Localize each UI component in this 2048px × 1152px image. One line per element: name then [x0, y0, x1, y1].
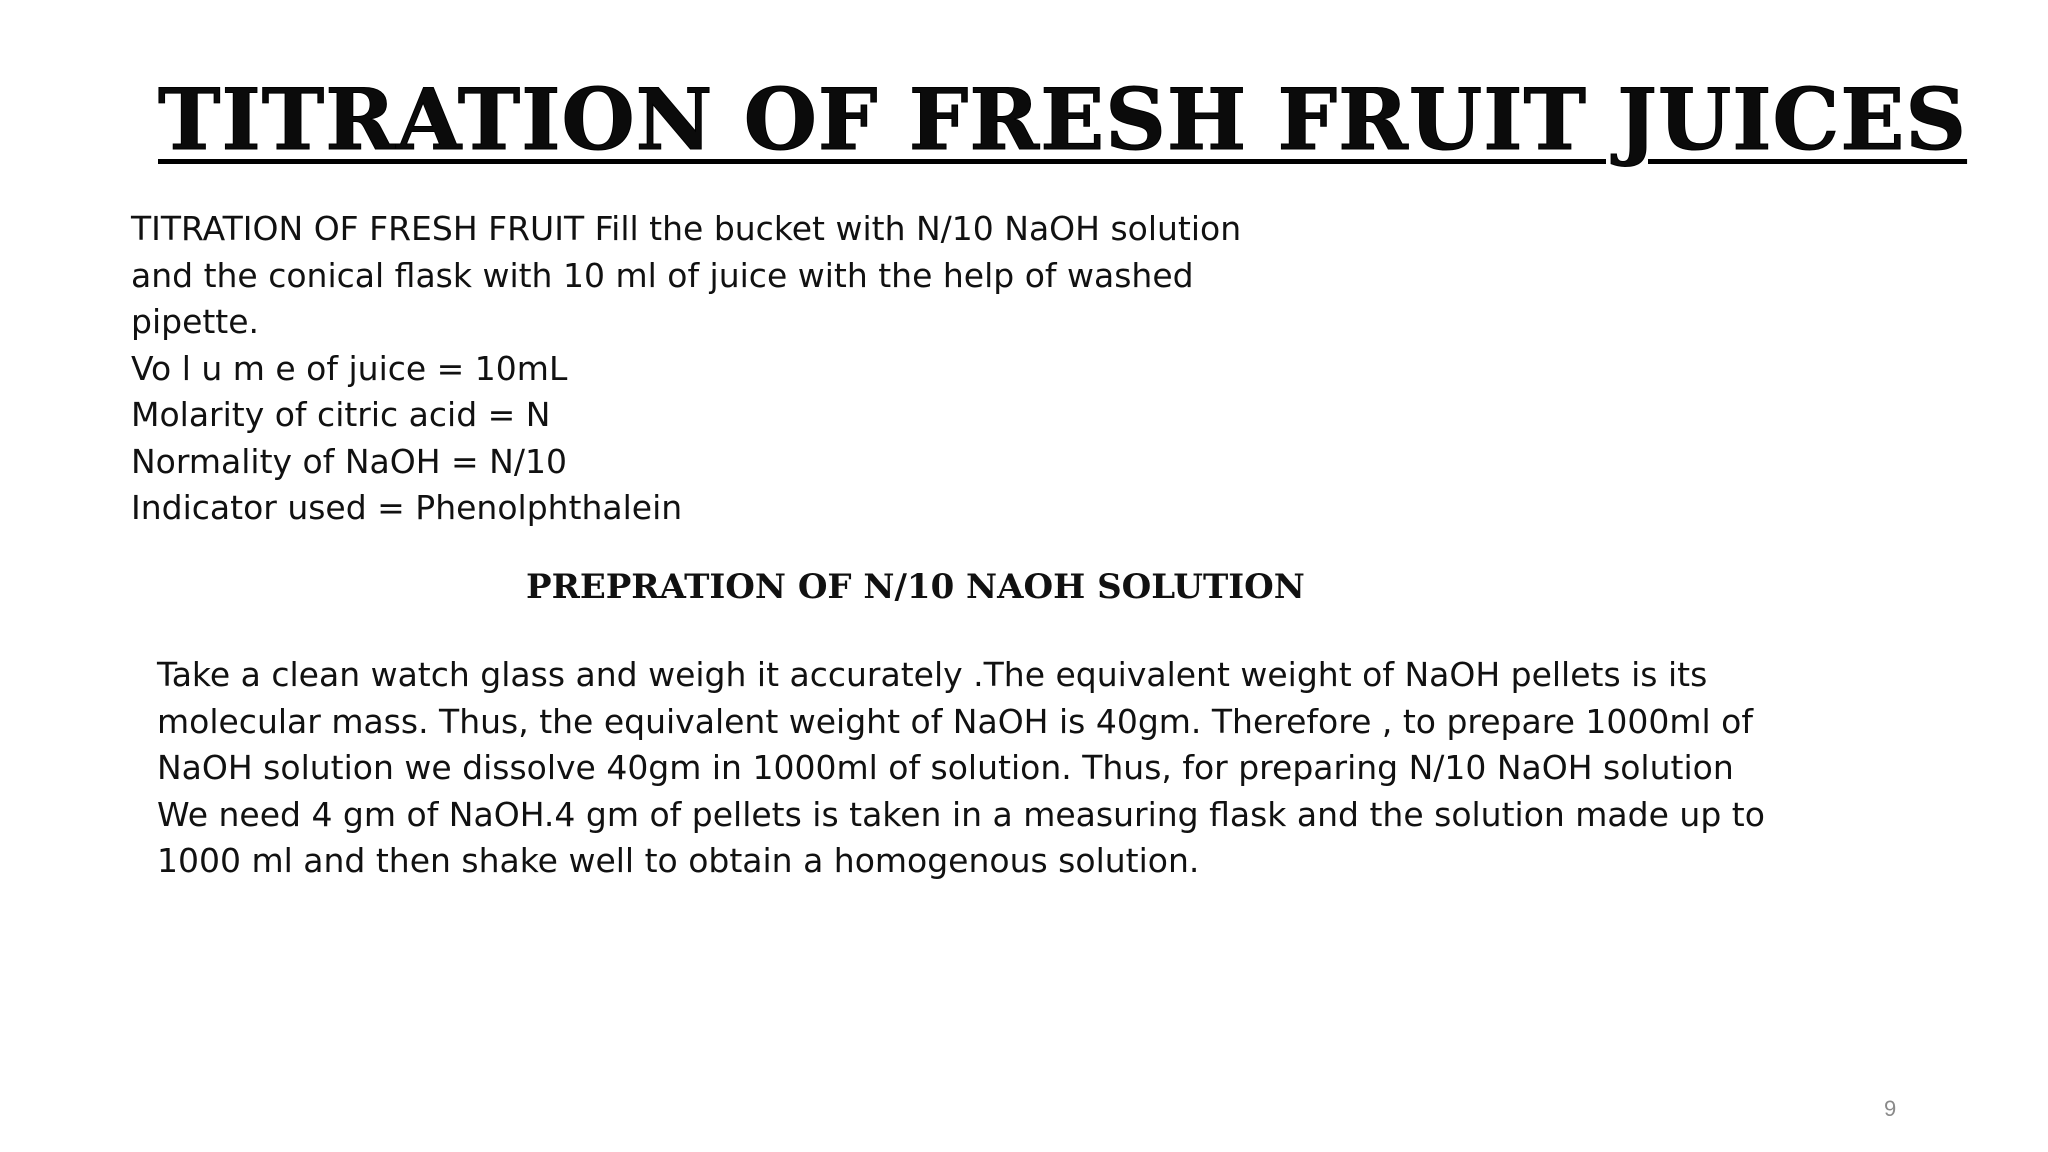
intro-text [131, 206, 1242, 532]
paragraph-line: Take a clean watch glass and weigh it accurately .The equivalent weight of NaOH pellets is its [157, 655, 1708, 694]
preparation-paragraph [157, 652, 1765, 885]
paragraph-line: molecular mass. Thus, the equivalent weight of NaOH is 40gm. Therefore , to prepare 1000ml of [157, 701, 1753, 741]
paragraph-line: NaOH solution we dissolve 40gm in 1000ml of solution. Thus, for preparing N/10 NaOH solution [157, 748, 1734, 787]
section-heading: PREPRATION OF N/10 NAOH SOLUTION [526, 567, 1305, 607]
intro-line: TITRATION OF FRESH FRUIT Fill the bucket with N/10 NaOH solution [131, 209, 1242, 248]
page-number: 9 [1884, 1096, 1897, 1121]
volume-of-juice: Vo l u m e of juice = 10mL [131, 348, 568, 388]
normality-of-naoh: Normality of NaOH = N/10 [131, 441, 567, 481]
intro-line: pipette. [131, 302, 260, 341]
paragraph-line: 1000 ml and then shake well to obtain a homogenous solution. [157, 841, 1200, 880]
indicator-used: Indicator used = Phenolphthalein [131, 488, 683, 527]
paragraph-line: We need 4 gm of NaOH.4 gm of pellets is taken in a measuring flask and the solution made up to [157, 794, 1765, 834]
molarity-of-citric-acid: Molarity of citric acid = N [131, 395, 551, 434]
intro-line: and the conical flask with 10 ml of juice with the help of washed [131, 255, 1194, 295]
slide-title: TITRATION OF FRESH FRUIT JUICES [158, 70, 1968, 169]
